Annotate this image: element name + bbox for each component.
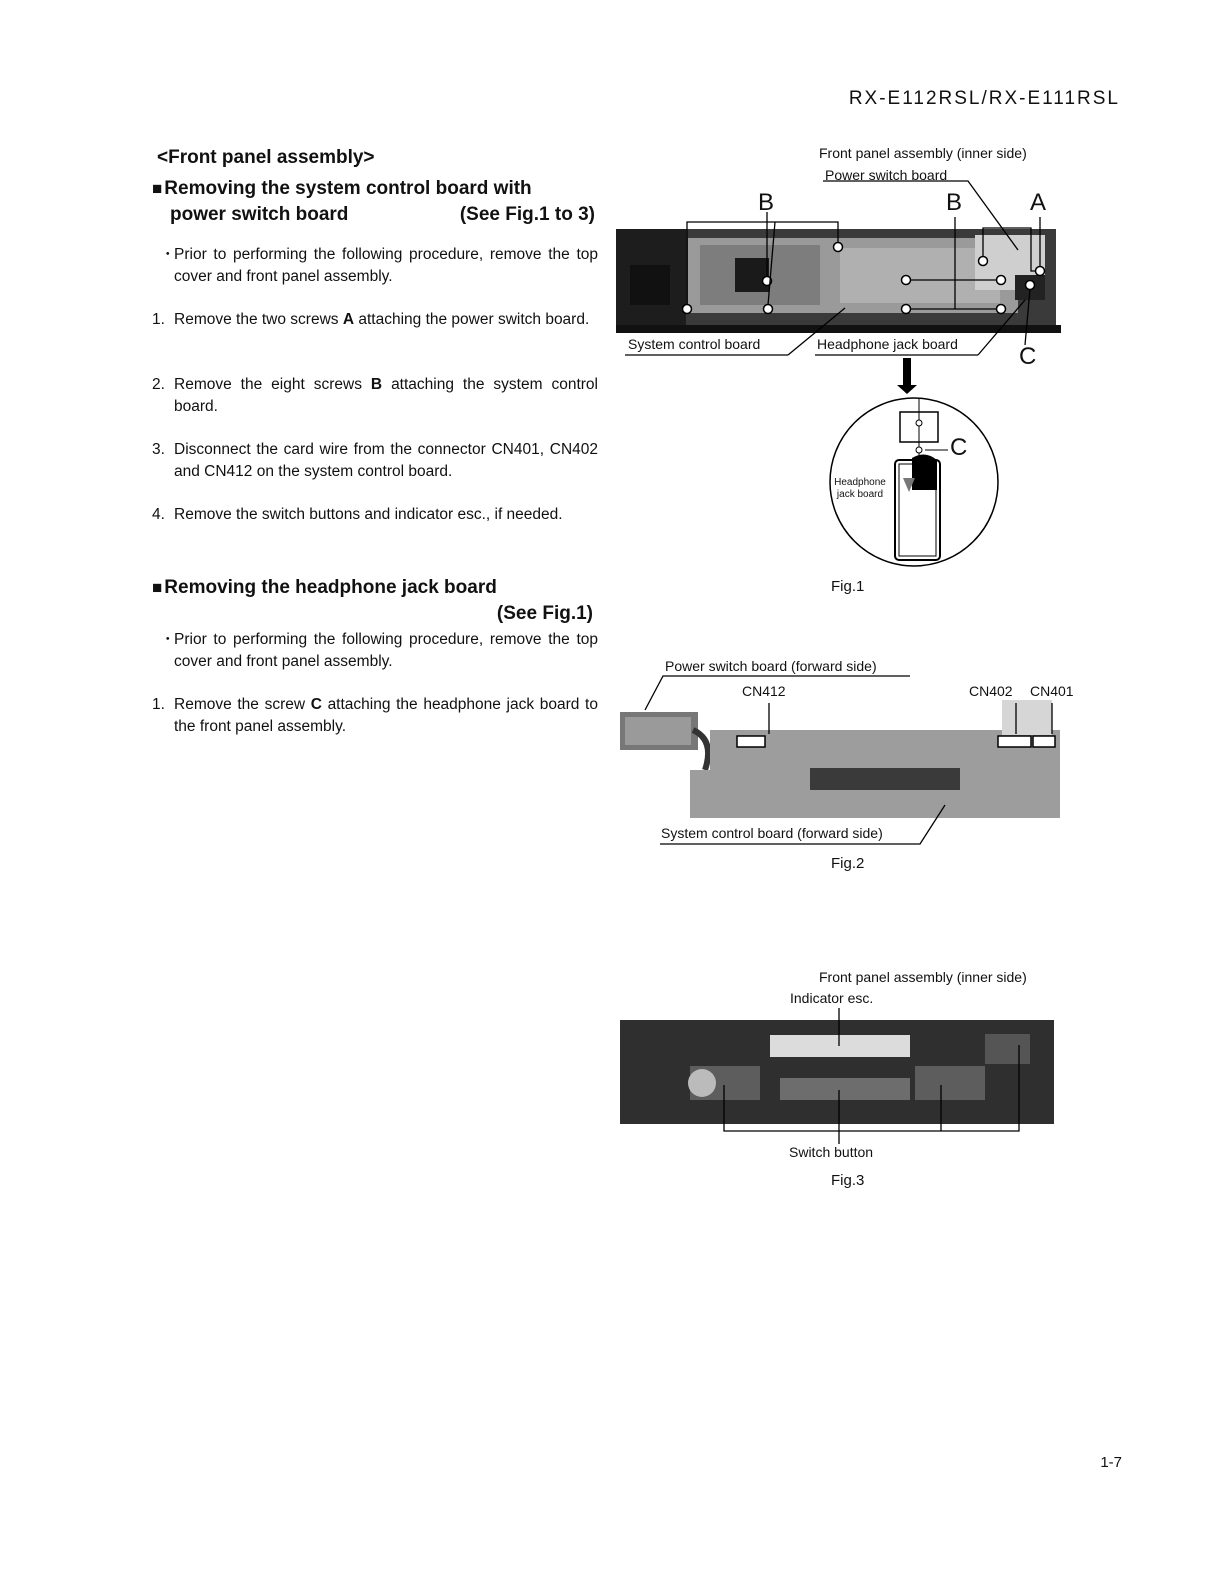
step-text: attaching the system control board. [174,376,598,415]
step-text: Remove the screw [174,696,306,713]
screw-letter: B [370,376,383,393]
fig1-headphone-jack-board-label: Headphone jack board [817,336,958,352]
fig3-front-panel-label: Front panel assembly (inner side) [819,969,1027,985]
fig1-letter-c: C [1019,343,1037,370]
step-text: Remove the eight screws [174,376,362,393]
fig1-letter-a: A [1030,189,1047,216]
heading-see-ref: (See Fig.1 to 3) [459,204,595,225]
bullet-dot: ・ [160,631,176,648]
step-text: attaching the headphone jack board to the front panel assembly. [174,696,598,735]
step-number: 3. [152,441,165,458]
heading-line2: power switch board [170,204,349,225]
fig2-cn412-label: CN412 [742,683,786,699]
prior-note-text: Prior to performing the following procedure, remove the top cover and front panel assembly. [174,246,598,285]
fig1-zoom-letter-c: C [950,434,968,461]
fig1-front-panel-label: Front panel assembly (inner side) [819,145,1027,161]
prior-note-text: Prior to performing the following procedure, remove the top cover and front panel assembly. [174,631,598,670]
fig3-switch-button-label: Switch button [789,1144,874,1160]
screw-letter: A [342,311,355,328]
fig3-photo [620,1020,1054,1124]
section-title: <Front panel assembly> [157,147,375,168]
fig2-photo [620,700,1060,818]
fig2-system-control-board-label: System control board (forward side) [661,825,883,841]
fig1-letter-b-left: B [758,189,775,216]
fig1-power-switch-board-label: Power switch board [825,167,948,183]
fig3-indicator-label: Indicator esc. [790,990,874,1006]
down-arrow-icon [897,358,917,394]
step-number: 2. [152,376,165,393]
fig2-caption: Fig.2 [831,855,865,872]
page-number: 1-7 [1100,1454,1122,1471]
heading-see-ref: (See Fig.1) [496,603,593,624]
step-number: 1. [152,311,165,328]
fig2-cn402-label: CN402 [969,683,1013,699]
fig1-letter-b-right: B [946,189,963,216]
fig1-system-control-board-label: System control board [628,336,761,352]
square-bullet-icon: ■ [152,179,163,198]
fig3-caption: Fig.3 [831,1172,865,1189]
step-text: Disconnect the card wire from the connector CN401, CN402 and CN412 on the system control board. [174,441,598,480]
model-number: RX-E112RSL/RX-E111RSL [848,88,1120,109]
heading-line1: Removing the headphone jack board [164,577,497,598]
square-bullet-icon: ■ [152,578,163,597]
bullet-dot: ・ [160,246,176,263]
fig1-zoom-headphone-label: Headphone jack board [834,477,886,500]
fig1-caption: Fig.1 [831,578,865,595]
step-text: attaching the power switch board. [358,311,590,328]
step-text: Remove the switch buttons and indicator esc., if needed. [174,506,563,523]
step-number: 4. [152,506,165,523]
screw-letter: C [310,696,322,713]
heading-line1: Removing the system control board with [164,178,532,199]
step-text: Remove the two screws [174,311,339,328]
step-number: 1. [152,696,165,713]
fig2-power-switch-board-label: Power switch board (forward side) [665,658,877,674]
fig2-cn401-label: CN401 [1030,683,1074,699]
